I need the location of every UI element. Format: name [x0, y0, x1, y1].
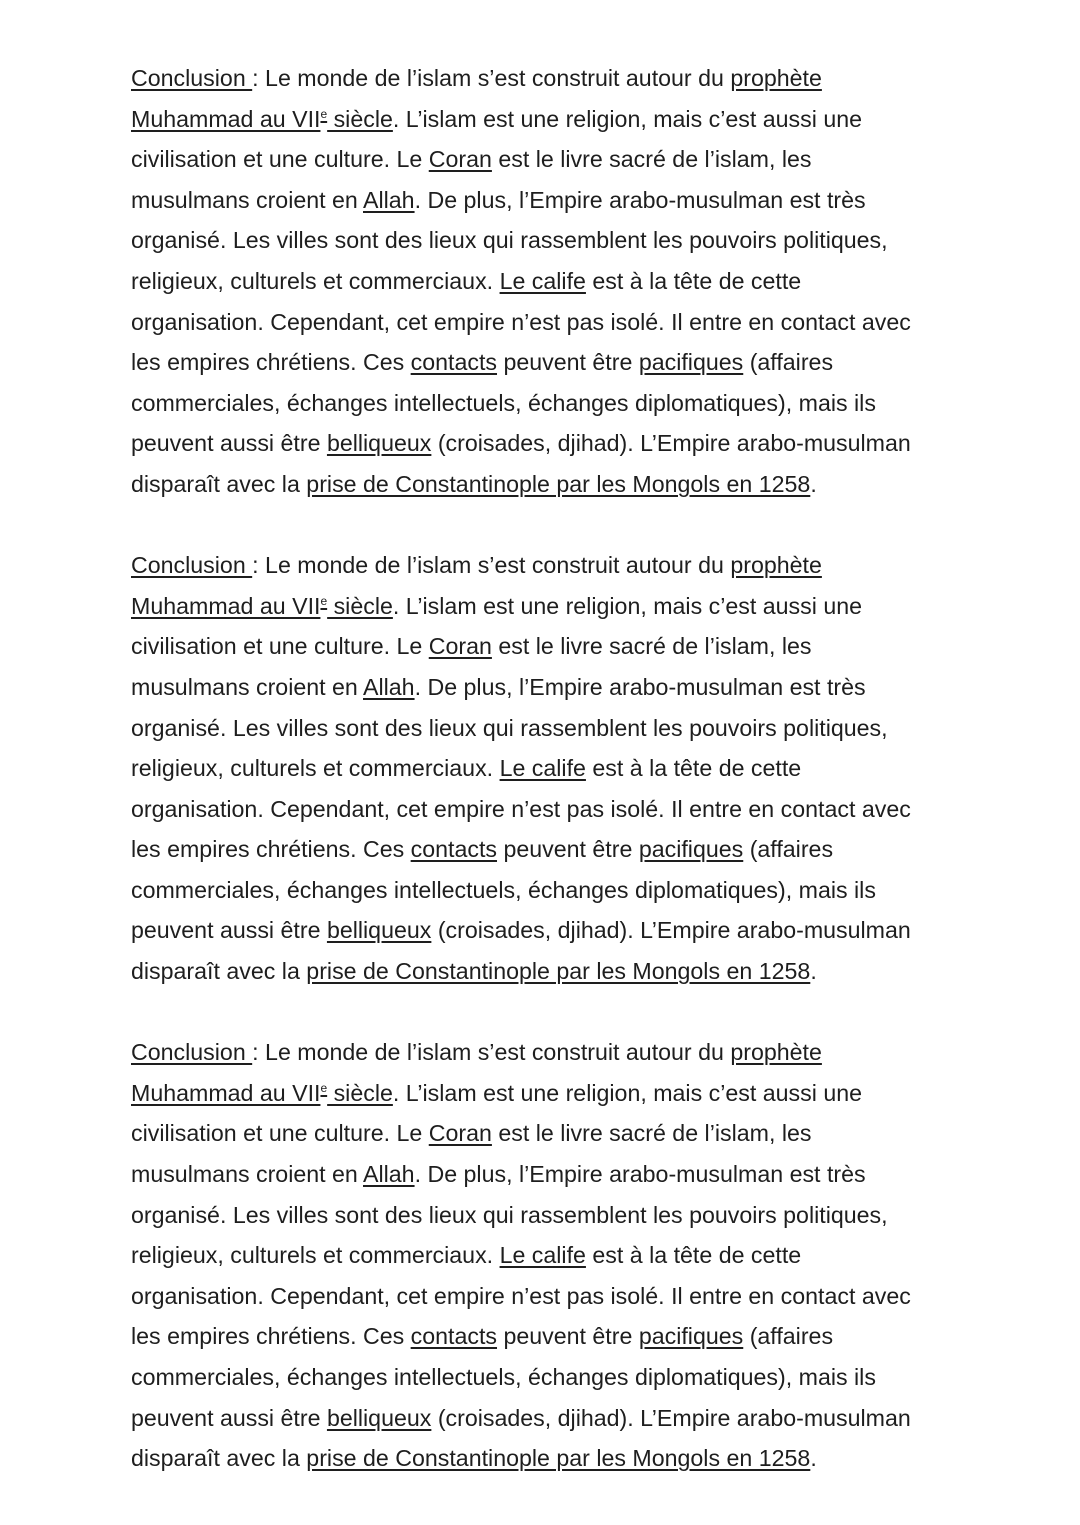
conclusion-paragraph — [131, 545, 911, 992]
document-body — [131, 58, 911, 1519]
text-line — [131, 545, 911, 586]
underlined-term: prophète — [730, 65, 822, 91]
underlined-term: Muhammad au VII — [131, 105, 321, 132]
text-line — [131, 423, 911, 464]
text-segment: organisé. Les villes sont des lieux qui rassemblent les pouvoirs politiques, — [131, 227, 888, 254]
text-line — [131, 1154, 911, 1195]
text-segment: civilisation et une culture. Le — [131, 633, 429, 660]
text-segment: peuvent être — [497, 836, 639, 863]
text-segment: (croisades, djihad). L’Empire arabo-musulman — [431, 430, 911, 457]
text-segment: peuvent aussi être — [131, 430, 327, 457]
text-line — [131, 1357, 911, 1398]
text-line — [131, 1398, 911, 1439]
text-line — [131, 220, 911, 261]
conclusion-paragraph — [131, 1032, 911, 1479]
underlined-term: prise de Constantinople par les Mongols en 1258 — [306, 958, 811, 985]
text-segment: peuvent être — [497, 1323, 639, 1350]
text-segment: . De plus, l’Empire arabo-musulman est très — [414, 673, 866, 700]
text-segment: civilisation et une culture. Le — [131, 146, 429, 173]
text-segment: . — [810, 1445, 817, 1472]
text-segment: organisé. Les villes sont des lieux qui rassemblent les pouvoirs politiques, — [131, 714, 888, 741]
underlined-term: belliqueux — [326, 430, 432, 457]
conclusion-paragraph — [131, 58, 911, 505]
text-segment: musulmans croient en — [131, 186, 363, 213]
text-line — [131, 870, 911, 911]
text-line — [131, 464, 911, 505]
text-segment: (affaires — [743, 1323, 834, 1350]
text-segment: . L’islam est une religion, mais c’est aussi une — [392, 1079, 863, 1106]
underlined-term: belliqueux — [326, 1404, 432, 1431]
text-segment: est le livre sacré de l’islam, les — [491, 146, 812, 173]
text-segment: religieux, culturels et commerciaux. — [131, 267, 500, 294]
underlined-term: Coran — [428, 633, 492, 660]
underlined-term: Allah — [363, 673, 415, 700]
text-segment: civilisation et une culture. Le — [131, 1120, 429, 1147]
text-line — [131, 1195, 911, 1236]
text-segment: : Le monde de l’islam s’est construit autour du — [252, 1039, 731, 1066]
underlined-term: prise de Constantinople par les Mongols en 1258 — [306, 1445, 811, 1472]
underlined-term: Allah — [363, 186, 415, 213]
text-segment: . L’islam est une religion, mais c’est aussi une — [392, 105, 863, 132]
text-segment: disparaît avec la — [131, 470, 307, 497]
underlined-term: prophète — [730, 1039, 822, 1066]
text-segment: organisé. Les villes sont des lieux qui rassemblent les pouvoirs politiques, — [131, 1201, 888, 1228]
text-line — [131, 789, 911, 830]
text-line — [131, 1032, 911, 1073]
text-segment: peuvent être — [497, 349, 639, 376]
text-segment: peuvent aussi être — [131, 1404, 327, 1431]
text-segment: : Le monde de l’islam s’est construit autour du — [252, 552, 731, 579]
underlined-term: Conclusion — [131, 1039, 253, 1066]
underlined-term: e — [320, 1080, 328, 1095]
underlined-term: Le calife — [499, 755, 586, 782]
text-segment: les empires chrétiens. Ces — [131, 349, 411, 376]
text-segment: (croisades, djihad). L’Empire arabo-musulman — [431, 917, 911, 944]
text-segment: organisation. Cependant, cet empire n’est pas isolé. Il entre en contact avec — [131, 308, 911, 335]
text-line — [131, 1276, 911, 1317]
text-segment: est à la tête de cette — [585, 1242, 802, 1269]
text-line — [131, 829, 911, 870]
text-segment: . De plus, l’Empire arabo-musulman est très — [414, 186, 866, 213]
text-line — [131, 1438, 911, 1479]
text-segment: . L’islam est une religion, mais c’est aussi une — [392, 592, 863, 619]
text-line — [131, 1073, 911, 1114]
text-line — [131, 58, 911, 99]
text-segment: organisation. Cependant, cet empire n’est pas isolé. Il entre en contact avec — [131, 1282, 911, 1309]
text-segment: disparaît avec la — [131, 958, 307, 985]
underlined-term: e — [320, 593, 328, 608]
underlined-term: Le calife — [499, 1242, 586, 1269]
text-line — [131, 180, 911, 221]
text-segment: commerciales, échanges intellectuels, échanges diplomatiques), mais ils — [131, 876, 876, 903]
text-line — [131, 1113, 911, 1154]
underlined-term: siècle — [327, 105, 393, 132]
text-segment: (affaires — [743, 349, 834, 376]
text-line — [131, 302, 911, 343]
text-line — [131, 99, 911, 140]
text-line — [131, 626, 911, 667]
text-segment: . — [810, 470, 817, 497]
text-segment: organisation. Cependant, cet empire n’est pas isolé. Il entre en contact avec — [131, 795, 911, 822]
text-segment: (affaires — [743, 836, 834, 863]
underlined-term: e — [320, 106, 328, 121]
text-segment: est à la tête de cette — [585, 755, 802, 782]
underlined-term: Muhammad au VII — [131, 592, 321, 619]
text-segment: les empires chrétiens. Ces — [131, 1323, 411, 1350]
text-line — [131, 383, 911, 424]
text-segment: . De plus, l’Empire arabo-musulman est très — [414, 1161, 866, 1188]
text-line — [131, 342, 911, 383]
underlined-term: Coran — [428, 1120, 492, 1147]
underlined-term: Coran — [428, 146, 492, 173]
underlined-term: pacifiques — [638, 349, 744, 376]
underlined-term: contacts — [410, 349, 498, 376]
text-line — [131, 667, 911, 708]
text-line — [131, 139, 911, 180]
underlined-term: pacifiques — [638, 1323, 744, 1350]
underlined-term: pacifiques — [638, 836, 744, 863]
underlined-term: Muhammad au VII — [131, 1079, 321, 1106]
text-line — [131, 1316, 911, 1357]
text-segment: est à la tête de cette — [585, 267, 802, 294]
underlined-term: siècle — [327, 1079, 393, 1106]
text-segment: est le livre sacré de l’islam, les — [491, 633, 812, 660]
text-segment: musulmans croient en — [131, 1161, 363, 1188]
text-segment: religieux, culturels et commerciaux. — [131, 755, 500, 782]
text-line — [131, 1235, 911, 1276]
text-segment: est le livre sacré de l’islam, les — [491, 1120, 812, 1147]
text-segment: peuvent aussi être — [131, 917, 327, 944]
underlined-term: Conclusion — [131, 552, 253, 579]
text-segment: les empires chrétiens. Ces — [131, 836, 411, 863]
text-segment: (croisades, djihad). L’Empire arabo-musulman — [431, 1404, 911, 1431]
text-segment: musulmans croient en — [131, 673, 363, 700]
underlined-term: siècle — [327, 592, 393, 619]
underlined-term: prise de Constantinople par les Mongols en 1258 — [306, 470, 811, 497]
text-line — [131, 748, 911, 789]
underlined-term: Le calife — [499, 267, 586, 294]
text-segment: : Le monde de l’islam s’est construit autour du — [252, 65, 731, 91]
underlined-term: contacts — [410, 836, 498, 863]
underlined-term: prophète — [730, 552, 822, 579]
text-segment: . — [810, 958, 817, 985]
text-line — [131, 951, 911, 992]
underlined-term: Allah — [363, 1161, 415, 1188]
underlined-term: Conclusion — [131, 65, 253, 91]
text-line — [131, 708, 911, 749]
text-line — [131, 261, 911, 302]
text-segment: commerciales, échanges intellectuels, échanges diplomatiques), mais ils — [131, 1364, 876, 1390]
text-segment: commerciales, échanges intellectuels, échanges diplomatiques), mais ils — [131, 389, 876, 416]
text-segment: religieux, culturels et commerciaux. — [131, 1242, 500, 1269]
text-line — [131, 910, 911, 951]
underlined-term: contacts — [410, 1323, 498, 1350]
text-line — [131, 586, 911, 627]
underlined-term: belliqueux — [326, 917, 432, 944]
text-segment: disparaît avec la — [131, 1445, 307, 1472]
